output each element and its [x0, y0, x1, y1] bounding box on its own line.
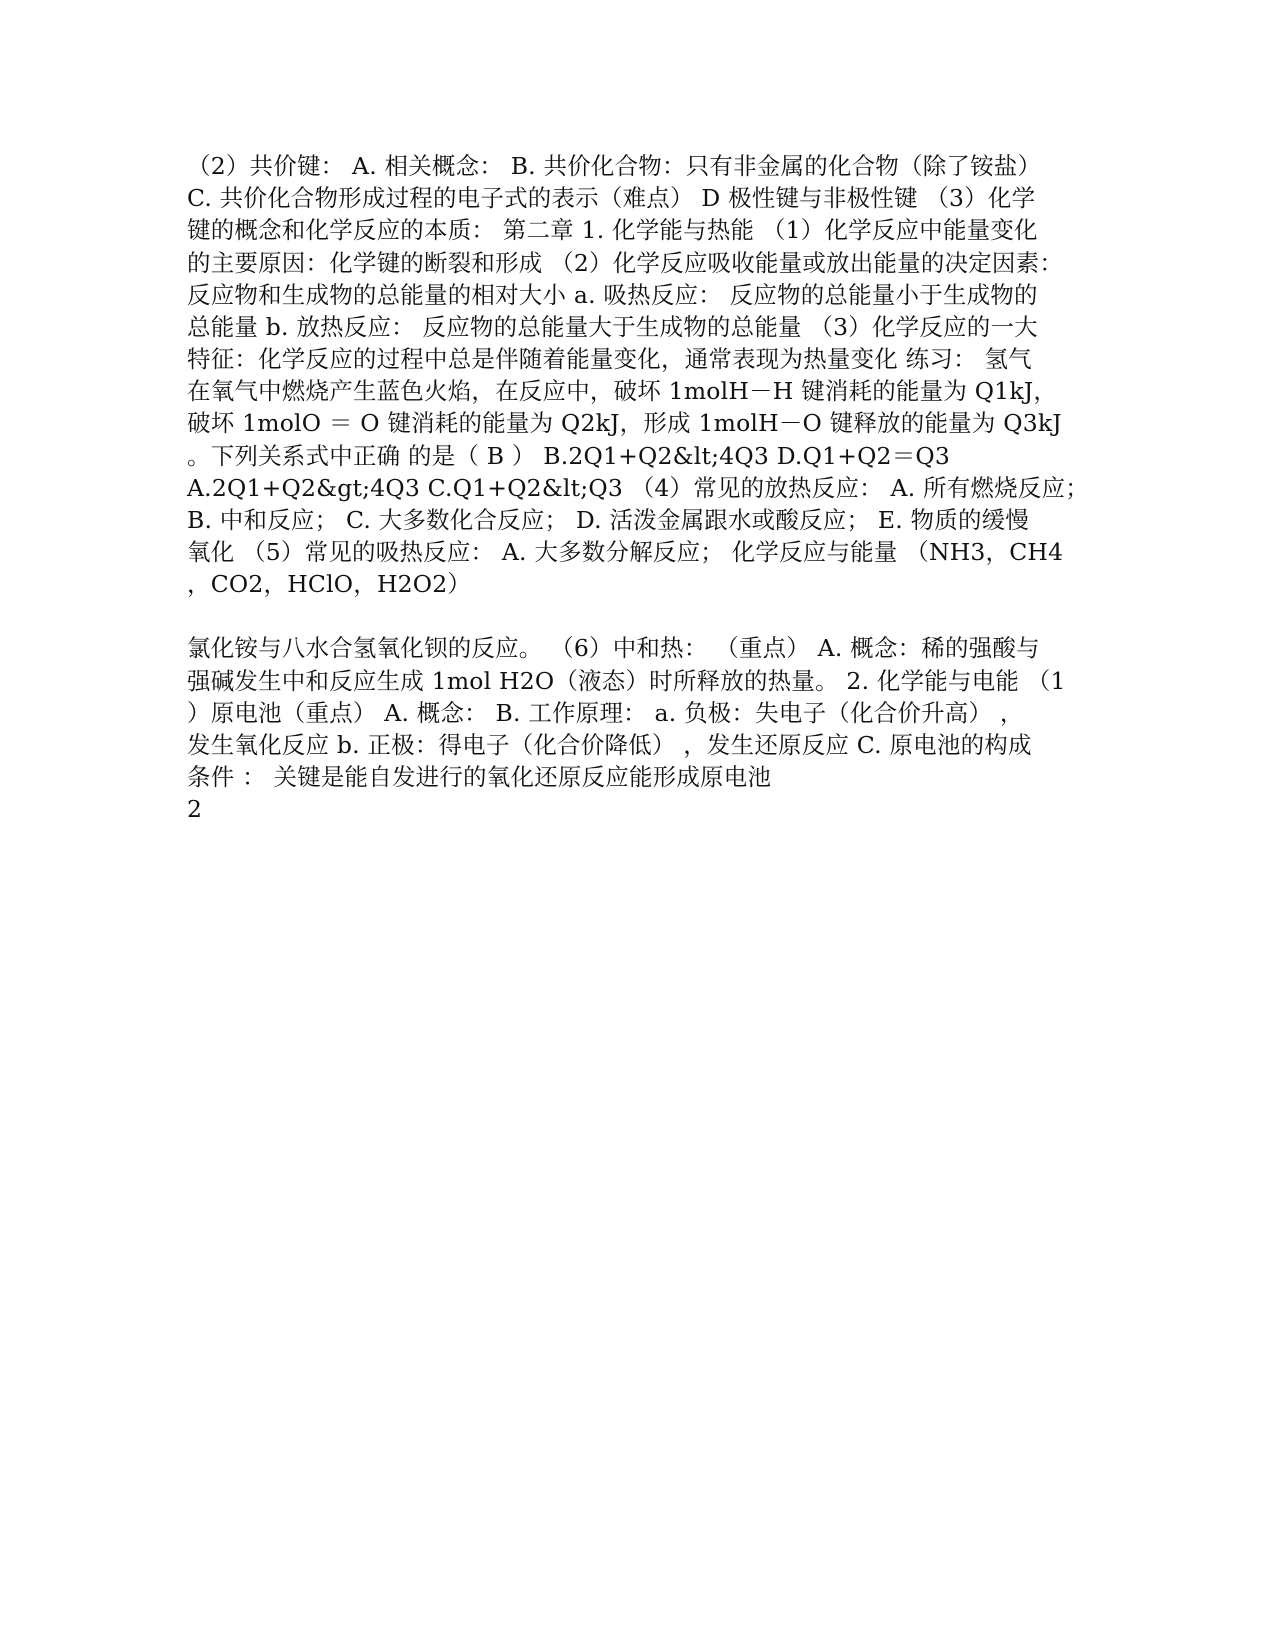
text-line: A.2Q1+Q2&gt;4Q3 C.Q1+Q2&lt;Q3 （4）常见的放热反应： A. 所有燃烧反应； [187, 474, 1089, 502]
text-line: 的主要原因：化学键的断裂和形成 （2）化学反应吸收能量或放出能量的决定因素： [187, 249, 1064, 277]
text-line: 在氧气中燃烧产生蓝色火焰，在反应中，破坏 1molH－H 键消耗的能量为 Q1kJ， [187, 377, 1058, 405]
text-line: 氧化 （5）常见的吸热反应： A. 大多数分解反应； 化学反应与能量 （NH3，CH4 [187, 538, 1064, 566]
text-line: 条件 ： 关键是能自发进行的氧化还原反应能形成原电池 [187, 763, 772, 791]
text-line: 破坏 1molO ＝ O 键消耗的能量为 Q2kJ，形成 1molH－O 键释放的能量为 Q3kJ [187, 409, 1062, 437]
text-line: 。下列关系式中正确 的是（ B ） B.2Q1+Q2&lt;4Q3 D.Q1+Q2＝Q3 [187, 442, 951, 470]
text-line: 键的概念和化学反应的本质： 第二章 1. 化学能与热能 （1）化学反应中能量变化 [187, 216, 1038, 244]
text-line: ）原电池（重点） A. 概念： B. 工作原理： a. 负极：失电子（化合价升高） ， [187, 699, 1024, 727]
text-line: 发生氧化反应 b. 正极：得电子（化合价降低） ，发生还原反应 C. 原电池的构成 [187, 731, 1032, 759]
text-line: B. 中和反应； C. 大多数化合反应； D. 活泼金属跟水或酸反应； E. 物质的缓慢 [187, 506, 1030, 534]
text-line: 氯化铵与八水合氢氧化钡的反应。 （6）中和热： （重点） A. 概念：稀的强酸与 [187, 634, 1040, 662]
text-line: 强碱发生中和反应生成 1mol H2O（液态）时所释放的热量。 2. 化学能与电能 （1 [187, 667, 1066, 695]
text-line: （2）共价键： A. 相关概念： B. 共价化合物：只有非金属的化合物（除了铵盐） [187, 152, 1042, 180]
text-line: 特征：化学反应的过程中总是伴随着能量变化，通常表现为热量变化 练习： 氢气 [187, 345, 1032, 373]
text-line: 总能量 b. 放热反应： 反应物的总能量大于生成物的总能量 （3）化学反应的一大 [187, 313, 1038, 341]
text-line: 反应物和生成物的总能量的相对大小 a. 吸热反应： 反应物的总能量小于生成物的 [187, 281, 1038, 309]
text-line: C. 共价化合物形成过程的电子式的表示（难点） D 极性键与非极性键 （3）化学 [187, 184, 1036, 212]
text-line: ，CO2，HClO，H2O2） [187, 570, 472, 598]
page-number: 2 [187, 795, 202, 823]
